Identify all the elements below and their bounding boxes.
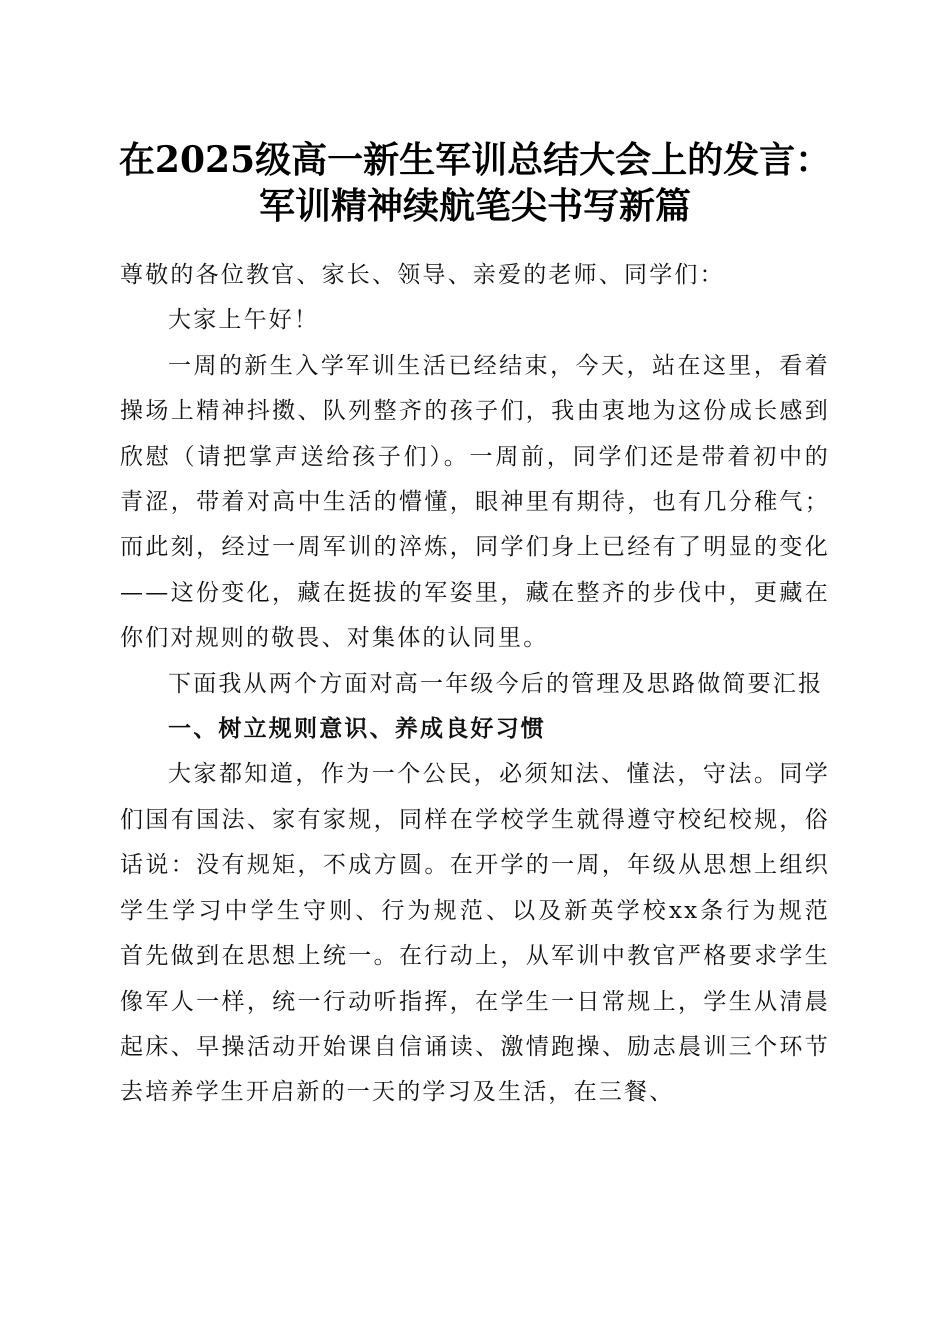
paragraph-report-intro: 下面我从两个方面对高一年级今后的管理及思路做简要汇报: [168, 670, 824, 697]
paragraph-opening: 一周的新生入学军训生活已经结束，今天，站在这里，看着操场上精神抖擞、队列整齐的孩子们，我由衷地为这份成长感到欣慰（请把掌声送给孩子们）。一周前，同学们还是带着初中的青涩，带着对高中生活的懵懂，眼神里有期待，也有几分稚气；而此刻，经过一周军训的淬炼，同学们身上已经有了明显的变化——这份变化，藏在挺拔的军姿里，藏在整齐的步伐中，更藏在你们对规则的敬畏、对集体的认同里。: [120, 352, 830, 652]
paragraph-rules: 大家都知道，作为一个公民，必须知法、懂法，守法。同学们国有国法、家有家规，同样在学校学生就得遵守校纪校规，俗话说：没有规矩，不成方圆。在开学的一周，年级从思想上组织学生学习中学生守则、行为规范、以及新英学校xx条行为规范首先做到在思想上统一。在行动上，从军训中教官严格要求学生像军人一样，统一行动听指挥，在学生一日常规上，学生从清晨起床、早操活动开始课自信诵读、激情跑操、励志晨训三个环节去培养学生开启新的一天的学习及生活，在三餐、: [120, 761, 830, 1106]
section-heading-1: 一、树立规则意识、养成良好习惯: [168, 716, 546, 743]
document-title-line-1: 在2025级高一新生军训总结大会上的发言：: [118, 139, 832, 181]
document-body: [120, 253, 830, 1116]
document-title-line-2: 军训精神续航笔尖书写新篇: [258, 185, 691, 227]
greeting: 大家上午好！: [168, 307, 320, 334]
salutation: 尊敬的各位教官、家长、领导、亲爱的老师、同学们：: [120, 262, 725, 288]
